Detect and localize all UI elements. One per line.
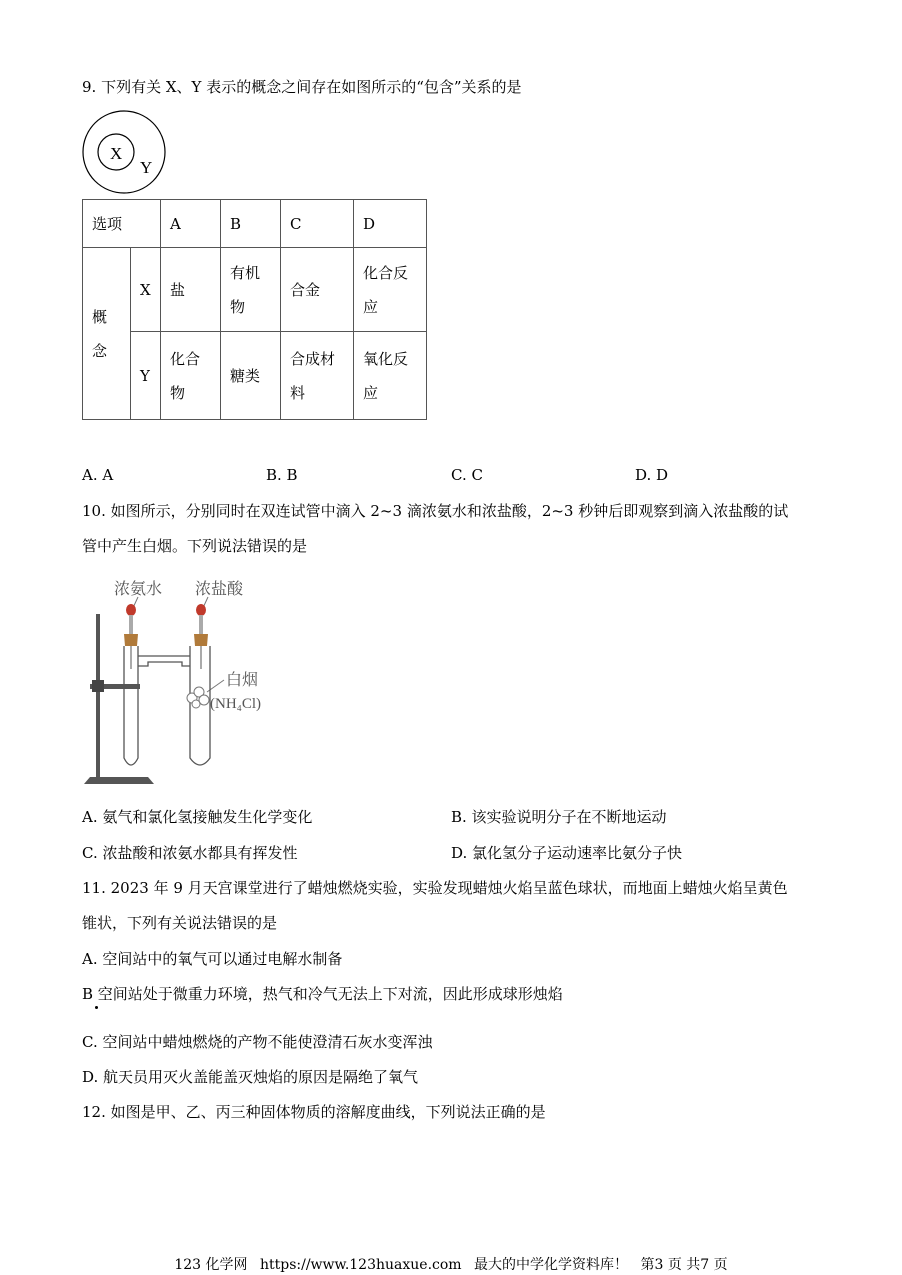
- q11-option-c[interactable]: C. 空间站中蜡烛燃烧的产物不能使澄清石灰水变浑浊: [82, 1033, 433, 1051]
- q9-option-a[interactable]: A. A: [82, 466, 114, 484]
- q10-option-c[interactable]: C. 浓盐酸和浓氨水都具有挥发性: [82, 844, 298, 862]
- table-header-d: D: [354, 200, 427, 248]
- label-nh4cl: (NH₄Cl): [210, 696, 262, 712]
- row-y-cell-a: 化合 物: [161, 332, 221, 420]
- q9-option-d[interactable]: D. D: [635, 466, 669, 484]
- q11-stem-line2: 锥状，下列有关说法错误的是: [82, 914, 278, 932]
- footer-url[interactable]: https://www.123huaxue.com: [259, 1257, 462, 1273]
- venn-diagram: [82, 110, 172, 196]
- label-white-smoke: 白烟: [226, 672, 259, 689]
- label-ammonia: 浓氨水: [114, 581, 163, 598]
- row-x-cell-d: 化合反 应: [354, 248, 427, 332]
- table-header-b: B: [221, 200, 281, 248]
- row-x-label: X: [131, 248, 161, 332]
- row-x-cell-b: 有机 物: [221, 248, 281, 332]
- q10-option-a[interactable]: A. 氨气和氯化氢接触发生化学变化: [82, 808, 313, 826]
- q10-stem-line2: 管中产生白烟。下列说法错误的是: [82, 537, 308, 555]
- row-y-cell-d: 氧化反 应: [354, 332, 427, 420]
- q10-option-d[interactable]: D. 氯化氢分子运动速率比氨分子快: [451, 844, 683, 862]
- row-x-cell-a: 盐: [161, 248, 221, 332]
- page-footer: [0, 1254, 902, 1274]
- table-header-option: 选项: [83, 200, 161, 248]
- q10-option-b[interactable]: B. 该实验说明分子在不断地运动: [451, 808, 667, 826]
- row-y-label: Y: [131, 332, 161, 420]
- q9-option-c[interactable]: C. C: [451, 466, 483, 484]
- options-table: [82, 199, 427, 420]
- stray-dot: [95, 1006, 98, 1009]
- q9-stem: 9. 下列有关 X、Y 表示的概念之间存在如图所示的“包含”关系的是: [82, 78, 522, 96]
- label-hcl: 浓盐酸: [195, 581, 244, 598]
- footer-slogan: 最大的中学化学资料库！: [474, 1257, 629, 1273]
- q11-option-d[interactable]: D. 航天员用灭火盖能盖灭烛焰的原因是隔绝了氧气: [82, 1068, 419, 1086]
- venn-outer-label: Y: [140, 158, 153, 177]
- table-header-a: A: [161, 200, 221, 248]
- footer-site: 123 化学网: [174, 1257, 248, 1273]
- q11-option-a[interactable]: A. 空间站中的氧气可以通过电解水制备: [82, 950, 343, 968]
- footer-page-number: 第3 页 共7 页: [640, 1257, 728, 1273]
- q9-option-b[interactable]: B. B: [266, 466, 298, 484]
- row-y-cell-b: 糖类: [221, 332, 281, 420]
- row-y-cell-c: 合成材 料: [281, 332, 354, 420]
- table-header-c: C: [281, 200, 354, 248]
- table-group-label: 概 念: [83, 248, 131, 420]
- venn-inner-label: X: [110, 144, 123, 163]
- q10-stem-line1: 10. 如图所示，分别同时在双连试管中滴入 2~3 滴浓氨水和浓盐酸，2~3 秒钟后即观察到滴入浓盐酸的试: [82, 502, 789, 520]
- q11-option-b[interactable]: B 空间站处于微重力环境，热气和冷气无法上下对流，因此形成球形烛焰: [82, 985, 563, 1003]
- double-test-tube-figure: [82, 574, 282, 788]
- q12-stem: 12. 如图是甲、乙、丙三种固体物质的溶解度曲线，下列说法正确的是: [82, 1103, 546, 1121]
- q11-stem-line1: 11. 2023 年 9 月天宫课堂进行了蜡烛燃烧实验，实验发现蜡烛火焰呈蓝色球状，而地面上蜡烛火焰呈黄色: [82, 879, 788, 897]
- row-x-cell-c: 合金: [281, 248, 354, 332]
